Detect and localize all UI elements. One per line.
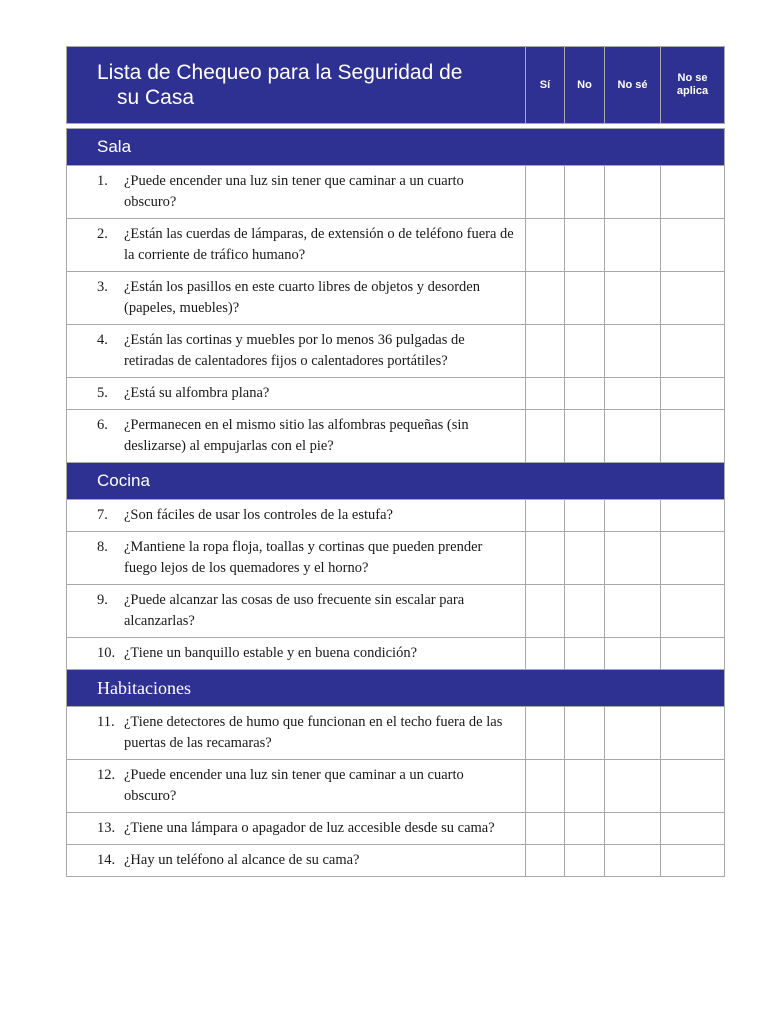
answer-box-si[interactable] — [526, 760, 565, 813]
section-title: Sala — [97, 137, 132, 156]
answer-box-no[interactable] — [565, 707, 605, 760]
checklist-row — [67, 410, 725, 463]
answer-box-si[interactable] — [526, 638, 565, 670]
column-header-no-se-aplica: No se aplica — [661, 47, 725, 124]
answer-box-no-se[interactable] — [605, 166, 661, 219]
answer-box-no-se-aplica[interactable] — [661, 707, 725, 760]
checklist-row — [67, 166, 725, 219]
answer-box-no-se[interactable] — [605, 585, 661, 638]
answer-box-no-se-aplica[interactable] — [661, 638, 725, 670]
item-question: ¿Están las cortinas y muebles por lo menos 36 pulgadas de retiradas de calentadores fijos o calentadores portátiles? — [124, 332, 465, 369]
item-number: 9. — [97, 592, 108, 608]
answer-box-no[interactable] — [565, 585, 605, 638]
answer-box-no[interactable] — [565, 219, 605, 272]
checklist-row — [67, 325, 725, 378]
page-title — [67, 47, 526, 124]
answer-box-si[interactable] — [526, 410, 565, 463]
answer-box-no-se-aplica[interactable] — [661, 585, 725, 638]
item-question: ¿Permanecen en el mismo sitio las alfombras pequeñas (sin deslizarse) al empujarlas con el pie? — [124, 417, 469, 454]
item-number: 3. — [97, 279, 108, 295]
answer-box-no[interactable] — [565, 638, 605, 670]
answer-box-no-se[interactable] — [605, 532, 661, 585]
answer-box-no-se[interactable] — [605, 410, 661, 463]
section-title: Cocina — [97, 471, 150, 490]
checklist-row — [67, 638, 725, 670]
item-number: 10. — [97, 645, 116, 661]
answer-box-si[interactable] — [526, 325, 565, 378]
checklist-sheet — [66, 46, 724, 877]
answer-box-si[interactable] — [526, 166, 565, 219]
answer-box-si[interactable] — [526, 378, 565, 410]
section-header-sala — [67, 129, 725, 166]
item-question: ¿Tiene detectores de humo que funcionan en el techo fuera de las puertas de las recamaras? — [124, 714, 503, 751]
answer-box-si[interactable] — [526, 272, 565, 325]
item-number: 7. — [97, 507, 108, 523]
item-number: 6. — [97, 417, 108, 433]
answer-box-no-se[interactable] — [605, 707, 661, 760]
answer-box-si[interactable] — [526, 813, 565, 845]
answer-box-no-se[interactable] — [605, 760, 661, 813]
answer-box-no-se[interactable] — [605, 325, 661, 378]
item-number: 11. — [97, 714, 115, 730]
item-question: ¿Tiene un banquillo estable y en buena condición? — [124, 645, 418, 661]
answer-box-no[interactable] — [565, 166, 605, 219]
answer-box-no-se-aplica[interactable] — [661, 813, 725, 845]
section-header-habitaciones — [67, 670, 725, 707]
answer-box-no-se[interactable] — [605, 378, 661, 410]
answer-box-no-se[interactable] — [605, 272, 661, 325]
checklist-table — [66, 46, 725, 877]
title-line-1: Lista de Chequeo para la Seguridad de — [97, 61, 463, 84]
column-header-no: No — [565, 47, 605, 124]
item-question: ¿Están las cuerdas de lámparas, de extensión o de teléfono fuera de la corriente de tráfico humano? — [124, 226, 514, 263]
checklist-row — [67, 219, 725, 272]
answer-box-no-se-aplica[interactable] — [661, 532, 725, 585]
item-number: 5. — [97, 385, 108, 401]
item-question: ¿Está su alfombra plana? — [124, 385, 270, 401]
checklist-row — [67, 532, 725, 585]
answer-box-no-se-aplica[interactable] — [661, 166, 725, 219]
answer-box-si[interactable] — [526, 585, 565, 638]
header-row — [67, 47, 725, 124]
answer-box-no-se-aplica[interactable] — [661, 500, 725, 532]
item-question: ¿Puede encender una luz sin tener que caminar a un cuarto obscuro? — [124, 767, 464, 804]
item-question: ¿Puede encender una luz sin tener que caminar a un cuarto obscuro? — [124, 173, 464, 210]
answer-box-no-se[interactable] — [605, 219, 661, 272]
item-question: ¿Son fáciles de usar los controles de la estufa? — [124, 507, 393, 523]
answer-box-no-se-aplica[interactable] — [661, 325, 725, 378]
answer-box-no-se-aplica[interactable] — [661, 410, 725, 463]
checklist-row — [67, 585, 725, 638]
answer-box-no-se-aplica[interactable] — [661, 760, 725, 813]
answer-box-no[interactable] — [565, 760, 605, 813]
answer-box-no-se-aplica[interactable] — [661, 378, 725, 410]
answer-box-si[interactable] — [526, 500, 565, 532]
item-number: 13. — [97, 820, 116, 836]
answer-box-no[interactable] — [565, 813, 605, 845]
item-number: 8. — [97, 539, 108, 555]
answer-box-si[interactable] — [526, 707, 565, 760]
answer-box-no[interactable] — [565, 378, 605, 410]
answer-box-no[interactable] — [565, 410, 605, 463]
answer-box-no[interactable] — [565, 325, 605, 378]
item-number: 12. — [97, 767, 116, 783]
answer-box-no[interactable] — [565, 532, 605, 585]
answer-box-no-se[interactable] — [605, 638, 661, 670]
item-question: ¿Tiene una lámpara o apagador de luz accesible desde su cama? — [124, 820, 495, 836]
item-number: 2. — [97, 226, 108, 242]
answer-box-no-se[interactable] — [605, 813, 661, 845]
item-question: ¿Mantiene la ropa floja, toallas y cortinas que pueden prender fuego lejos de los quemadores y el horno? — [124, 539, 483, 576]
item-number: 14. — [97, 852, 116, 868]
answer-box-no-se[interactable] — [605, 845, 661, 877]
checklist-row — [67, 378, 725, 410]
item-question: ¿Puede alcanzar las cosas de uso frecuente sin escalar para alcanzarlas? — [124, 592, 465, 629]
answer-box-si[interactable] — [526, 532, 565, 585]
answer-box-si[interactable] — [526, 845, 565, 877]
checklist-row — [67, 845, 725, 877]
section-header-cocina — [67, 463, 725, 500]
answer-box-no[interactable] — [565, 272, 605, 325]
checklist-row — [67, 813, 725, 845]
answer-box-no-se-aplica[interactable] — [661, 219, 725, 272]
answer-box-no-se-aplica[interactable] — [661, 845, 725, 877]
section-title: Habitaciones — [97, 677, 191, 698]
answer-box-si[interactable] — [526, 219, 565, 272]
item-question: ¿Están los pasillos en este cuarto libres de objetos y desorden (papeles, muebles)? — [124, 279, 480, 316]
answer-box-no[interactable] — [565, 845, 605, 877]
column-header-si: Sí — [526, 47, 565, 124]
answer-box-no[interactable] — [565, 500, 605, 532]
answer-box-no-se-aplica[interactable] — [661, 272, 725, 325]
item-number: 1. — [97, 173, 108, 189]
checklist-row — [67, 272, 725, 325]
item-number: 4. — [97, 332, 108, 348]
column-header-no-se: No sé — [605, 47, 661, 124]
answer-box-no-se[interactable] — [605, 500, 661, 532]
checklist-row — [67, 500, 725, 532]
checklist-row — [67, 760, 725, 813]
checklist-row — [67, 707, 725, 760]
title-line-2: su Casa — [117, 86, 195, 109]
item-question: ¿Hay un teléfono al alcance de su cama? — [124, 852, 360, 868]
